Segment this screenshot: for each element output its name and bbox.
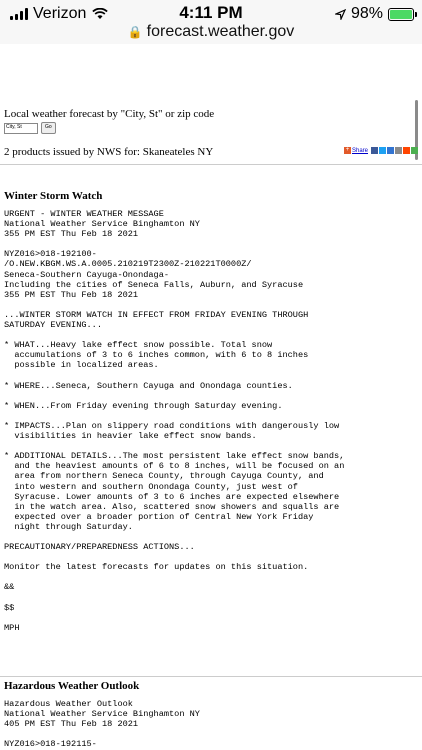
clock: 4:11 PM	[179, 3, 243, 22]
product-text-hazardous-weather-outlook: Hazardous Weather Outlook National Weather Service Binghamton NY 405 PM EST Thu Feb 18 2021 NYZ016>018-192115-	[4, 699, 200, 750]
digg-icon[interactable]	[395, 147, 402, 154]
battery-percent: 98%	[350, 5, 383, 22]
status-right	[335, 5, 414, 23]
share-link[interactable]: Share	[351, 147, 368, 154]
divider	[0, 676, 422, 677]
forecast-search-form	[4, 122, 416, 134]
facebook-icon[interactable]	[371, 147, 378, 154]
divider	[0, 164, 422, 165]
products-issued-line: 2 products issued by NWS for: Skaneateles NY	[4, 146, 214, 158]
status-bar	[0, 0, 422, 44]
battery-icon	[388, 8, 414, 21]
lock-icon: 🔒	[127, 25, 143, 39]
share-plus-icon[interactable]: +	[345, 147, 350, 153]
reddit-icon[interactable]	[403, 147, 410, 154]
twitter-icon[interactable]	[379, 147, 386, 154]
product-text-winter-storm-watch: URGENT - WINTER WEATHER MESSAGE National Weather Service Binghamton NY 355 PM EST Thu Feb 18 2021 NYZ016>018-192100- /O.NEW.KBGM.WS.A.0005.210219T2300Z-210221T0000Z/ Seneca-Southern Cayuga-Onondaga- Including the cities of Seneca Falls, Auburn, and Syracuse 355 PM EST Thu Feb 18 2021 ...WINTER STORM WATCH IN EFFECT FROM FRIDAY EVENING THROUGH SATURDAY EVENING... * WHAT...Heavy lake effect snow possible. Total snow accumulations of 3 to 6 inches common, with 6 to 8 inches possible in localized areas. * WHERE...Seneca, Southern Cayuga and Onondaga counties. * WHEN...From Friday evening through Saturday evening. * IMPACTS...Plan on slippery road conditions with dangerously low visibilities in heavier lake effect snow bands. * ADDITIONAL DETAILS...The most persistent lake effect snow bands, and the heaviest amounts of 6 to 8 inches, will be focused on an area from northern Seneca County, through Cayuga County, and into western and southern Onondaga County, just west of Syracuse. Lower amounts of 3 to 6 inches are expected elsewhere in the watch area. Also, scattered snow showers and squalls are expected over a broader portion of Central New York Friday night through Saturday. PRECAUTIONARY/PREPAREDNESS ACTIONS... Monitor the latest forecasts for updates on this situation. && $$ MPH	[4, 209, 345, 633]
forecast-search	[4, 108, 416, 134]
product-title-hazardous-weather-outlook: Hazardous Weather Outlook	[4, 680, 140, 692]
carrier-name: Verizon	[33, 5, 87, 22]
delicious-icon[interactable]	[387, 147, 394, 154]
location-arrow-icon	[335, 9, 346, 20]
address-bar[interactable]	[0, 23, 422, 41]
go-button[interactable]: Go	[41, 122, 56, 134]
city-zip-input[interactable]: City, St	[4, 123, 38, 134]
product-title-winter-storm-watch: Winter Storm Watch	[4, 190, 103, 202]
email-icon[interactable]	[411, 147, 418, 154]
url-text: forecast.weather.gov	[146, 23, 295, 40]
share-bar	[344, 147, 418, 154]
forecast-search-label: Local weather forecast by "City, St" or zip code	[4, 108, 215, 120]
